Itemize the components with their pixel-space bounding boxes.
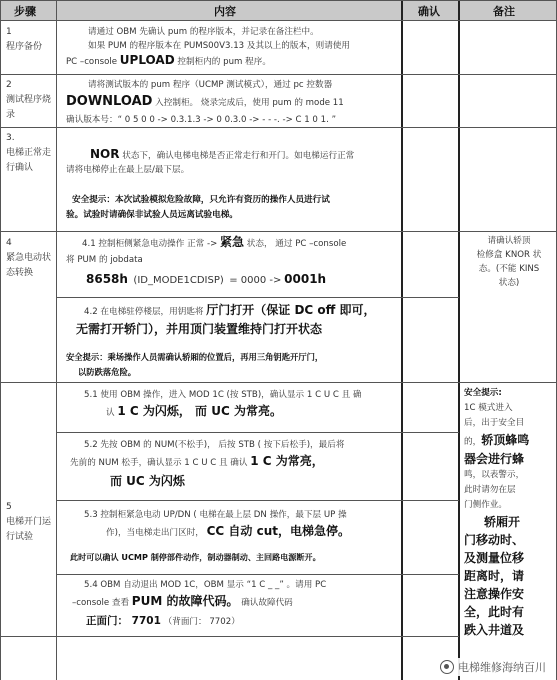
- step-4-1-lead: 4.1 控制柜侧紧急电动操作 正常 ->: [82, 239, 218, 249]
- header-step: 步骤: [14, 5, 36, 18]
- step-5-2-confirm: 先前的 NUM 松手，确认显示 1 C U C 且 确认: [70, 458, 248, 468]
- step-5-3-line-2: [70, 522, 400, 542]
- border-header: [0, 20, 557, 21]
- step-5-3-cc: CC 自动 cut，电梯急停。: [206, 524, 350, 538]
- step-4-line-3: [66, 271, 398, 289]
- step-4-note-3: 态。(不能 KINS: [478, 264, 540, 274]
- step-5-note-14: 全，此时有: [464, 605, 525, 619]
- step-5-4-fault: PUM 的故障代码。: [131, 594, 239, 608]
- step-5-note-1: 安全提示:: [464, 388, 502, 398]
- border-row4a: [56, 297, 459, 298]
- step-5-1-line-2: [70, 402, 400, 422]
- step-4-note-4: 状态): [498, 278, 520, 288]
- step-4-note: [464, 234, 554, 290]
- step-5-2-line-2: [70, 452, 400, 472]
- step-5-note: [464, 386, 554, 639]
- step-4-1-to: 0001h: [284, 272, 327, 286]
- step-3-nor-rest: 状态下，确认电梯电梯是否正常走行和开门。如电梯运行正常: [122, 151, 355, 161]
- step-1-content: [66, 25, 396, 69]
- step-5-note-2: 1C 模式进入: [464, 403, 513, 413]
- step-5-number: 5: [6, 502, 12, 512]
- step-5-note-9: 轿厢开: [484, 515, 521, 529]
- step-2-line-1: 请将测试版本的 pum 程序（UCMP 测试模式），通过 pc 控数器: [88, 80, 333, 90]
- step-3-nor: NOR: [90, 147, 120, 161]
- step-5-note-3: 后，出于安全目: [464, 418, 525, 428]
- step-5-1-state: 1 C 为闪烁， 而 UC 为常亮。: [117, 404, 282, 418]
- border-left: [0, 0, 1, 680]
- step-1-upload-rest: 控制柜内的 pum 程序。: [177, 57, 271, 67]
- step-5-1-content: [70, 388, 400, 422]
- border-bottom: [0, 636, 459, 637]
- border-row2: [0, 127, 557, 128]
- header-step-cell: [0, 0, 56, 20]
- step-4-1-state: 状态， 通过 PC –console: [246, 239, 347, 249]
- step-5-4-content: [70, 578, 400, 631]
- step-5-4-pc: –console 查看: [72, 598, 130, 608]
- border-row3: [0, 231, 557, 232]
- step-2-line-3: 确认版本号：“ 0 5 0 0 -> 0.3.1.3 -> 0 0.3.0 -> - - -. -> C 1 0 1. ”: [66, 115, 337, 125]
- step-5-note-4: [464, 431, 554, 450]
- step-1-line-2: 如果 PUM 的程序版本在 PUMS00V3.13 及其以上的版本，则请使用: [88, 41, 350, 51]
- step-3-number: 3.: [6, 133, 15, 143]
- header-confirm: 确认: [418, 5, 440, 18]
- step-5-2-line-1: 5.2 先按 OBM 的 NUM(不松手)， 后按 STB ( 按下后松手)，最后将: [84, 440, 345, 450]
- step-5-3-lead: 作)，当电梯走出门区时，: [106, 528, 204, 538]
- step-1-label: [6, 25, 42, 55]
- step-4-2-open-door: 厅门打开（保证 DC off 即可，: [206, 303, 376, 317]
- step-4-2-line-1: [66, 302, 400, 321]
- step-5-4-confirm: 确认故障代码: [241, 598, 293, 608]
- step-3-name: 电梯正常走行确认: [6, 148, 52, 173]
- step-2-download-rest: 入控制柜。 烧录完成后，使用 pum 的 mode 11: [155, 98, 344, 108]
- step-5-1-confirm: 认: [106, 408, 115, 418]
- step-5-note-5: 器会进行蜂: [464, 452, 525, 466]
- step-5-4-line-1: 5.4 OBM 自动退出 MOD 1C，OBM 显示 “1 C _ _” 。请用 PC: [84, 580, 327, 590]
- step-1-upload: UPLOAD: [119, 53, 175, 67]
- step-4-1-emergency: 紧急: [220, 235, 245, 249]
- header-content-cell: [56, 0, 402, 20]
- step-5-3-line-1: 5.3 控制柜紧急电动 UP/DN ( 电梯在最上层 DN 操作，最下层 UP 操: [84, 510, 347, 520]
- step-5-4-line-2: [70, 592, 400, 612]
- header-confirm-cell: [402, 0, 459, 20]
- step-5-note-12: 距离时，请: [464, 569, 525, 583]
- step-5-4-front: 正面门： 7701: [86, 615, 161, 627]
- step-4-note-2: 检修盒 KNOR 状: [476, 250, 542, 260]
- step-5-2-state-2: 而 UC 为闪烁: [110, 474, 185, 488]
- step-2-line-2: [66, 92, 396, 113]
- step-4-safety-2: 以防跌落危险。: [78, 367, 137, 377]
- step-2-label: [6, 78, 54, 123]
- step-5-note-13: 注意操作安: [464, 587, 525, 601]
- header-content: 内容: [214, 5, 236, 18]
- border-col2: [401, 0, 403, 680]
- step-5-note-10: 门移动时、: [464, 533, 525, 547]
- step-1-line-3: [66, 53, 396, 69]
- border-col1: [56, 0, 57, 680]
- step-5-4-back: （背面门： 7702）: [163, 617, 240, 627]
- step-4-line-2: 将 PUM 的 jobdata: [66, 255, 143, 265]
- watermark-text: 电梯维修海纳百川: [458, 661, 546, 674]
- step-1-pc-console: PC –console: [66, 57, 118, 67]
- step-4-2-content: [66, 302, 400, 380]
- border-top: [0, 0, 557, 1]
- step-3-line-2: 请将电梯停止在最上层/最下层。: [66, 165, 190, 175]
- step-5-note-6: 鸣，以表警示，: [464, 470, 525, 480]
- step-4-line-1: [66, 234, 398, 253]
- step-5-note-4a: 的，: [464, 437, 482, 447]
- step-4-1-id: (ID_MODE1CDISP): [133, 275, 224, 286]
- step-5-3-safety: 此时可以确认 UCMP 制停部件动作，制动器制动、主回路电源断开。: [70, 552, 321, 562]
- step-5-name: 电梯开门运行试验: [6, 517, 52, 542]
- step-5-note-7: 此时请勿在层: [464, 485, 516, 495]
- watermark: [437, 658, 549, 676]
- step-2-download: DOWNLOAD: [66, 94, 153, 109]
- step-5-4-line-3: [70, 612, 400, 631]
- step-4-number: 4: [6, 238, 12, 248]
- step-5-label: [6, 500, 54, 545]
- header-note-cell: [459, 0, 557, 20]
- header-note: 备注: [493, 5, 515, 18]
- step-4-1-content: [66, 234, 398, 289]
- step-2-name: 测试程序烧录: [6, 95, 52, 120]
- border-row1: [0, 74, 557, 75]
- step-3-label: [6, 131, 54, 176]
- step-1-name: 程序备份: [6, 42, 43, 52]
- step-2-content: [66, 78, 396, 127]
- step-5-2-state-1: 1 C 为常亮，: [250, 454, 324, 468]
- step-4-name: 紧急电动状态转换: [6, 253, 52, 278]
- border-col3: [458, 0, 460, 680]
- border-row5b: [56, 500, 459, 501]
- step-5-note-4b: 轿顶蜂鸣: [481, 433, 530, 447]
- step-5-3-content: [70, 508, 400, 565]
- step-5-note-15: 跌入井道及: [464, 623, 525, 637]
- step-4-label: [6, 236, 54, 281]
- step-4-2-lead: 4.2 在电梯驻停楼层，用钥匙将: [84, 307, 204, 317]
- step-5-note-11: 及测量位移: [464, 551, 525, 565]
- step-1-number: 1: [6, 27, 12, 37]
- border-row4: [0, 382, 557, 383]
- step-4-note-1: 请确认轿顶: [487, 236, 531, 246]
- wechat-icon: [440, 660, 454, 674]
- step-5-1-line-1: 5.1 使用 OBM 操作，进入 MOD 1C (按 STB)，确认显示 1 C U C 且 确: [84, 390, 362, 400]
- step-4-safety-1: 安全提示：乘场操作人员需确认轿厢的位置后，再用三角钥匙开厅门，: [66, 352, 324, 362]
- step-5-2-content: [70, 438, 400, 490]
- step-5-note-8: 门侧作业。: [464, 500, 507, 510]
- step-2-number: 2: [6, 80, 12, 90]
- step-3-line-1: [66, 147, 398, 163]
- step-1-line-1: 请通过 OBM 先确认 pum 的程序版本，并记录在备注栏中。: [88, 27, 319, 37]
- step-4-1-address: 8658h: [86, 272, 128, 286]
- step-4-1-from: = 0000 ->: [229, 275, 282, 286]
- step-3-safety-2: 验。试验时请确保非试验人员远离试验电梯。: [66, 210, 238, 220]
- step-3-content: [66, 147, 398, 223]
- step-3-safety-1: 安全提示：本次试验模拟危险故障，只允许有资历的操作人员进行试: [72, 195, 330, 205]
- border-row5a: [56, 432, 459, 433]
- border-row5c: [56, 574, 459, 575]
- step-4-2-line-2: 无需打开轿门），并用顶门装置维持门打开状态: [76, 322, 323, 336]
